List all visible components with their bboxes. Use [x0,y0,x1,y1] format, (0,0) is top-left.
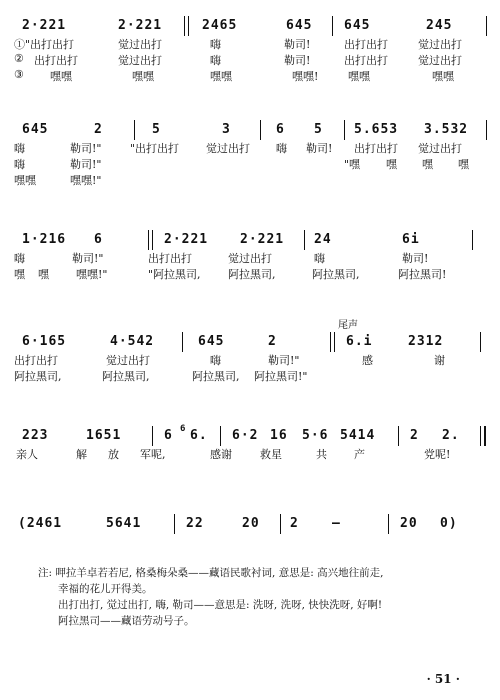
note-group: 20 [242,516,260,531]
score-system-3 [14,228,488,282]
lyric-line-2 [14,266,488,282]
note-group: 5·6 [302,428,329,443]
lyric: 嘿嘿 [132,70,154,83]
lyric: 嗨 [276,142,287,155]
lyric-line-1 [14,352,488,368]
lyric: 嗨 [14,158,25,171]
lyric: 共 [316,448,327,461]
note-group: 5.653 [354,122,399,137]
barline [332,16,333,36]
lyric: 阿拉黑司! [398,268,447,281]
lyric-line-1 [14,446,488,462]
note-group: 2 [410,428,419,443]
barline [220,426,221,446]
note-group: 5641 [106,516,142,531]
lyric: 勒司! [284,54,311,67]
footnote-line: 注: 呷拉羊卓若若尼, 格桑梅朵桑——藏语民歌衬词, 意思是: 高兴地往前走, [38,567,384,579]
note-group: 6·165 [22,334,67,349]
lyric: 嘿嘿!" [76,268,108,281]
lyric: 出打出打 [34,54,78,67]
barline [480,426,481,446]
note-group: 5414 [340,428,376,443]
note-group: 20 [400,516,418,531]
lyric: 觉过出打 [118,54,162,67]
lyric: 感 [362,354,373,367]
lyric: 阿拉黑司, [102,370,150,383]
barline [486,120,487,140]
lyric-line-3 [14,68,488,84]
lyric: 阿拉黑司, [14,370,62,383]
lyric: 嘿 [458,158,469,171]
double-barline [330,332,335,352]
barline [148,230,149,250]
lyric: 救星 [260,448,282,461]
lyric: 嗨 [210,54,221,67]
lyric: 出打出打 [14,354,58,367]
note-group: 6 [94,232,103,247]
lyric: ② [14,52,24,65]
lyric: 勒司!" [70,158,102,171]
note-group: 6. [190,428,208,443]
lyric: 嘿 [14,268,25,281]
note-group: 245 [426,18,453,33]
note-group: 1651 [86,428,122,443]
barline [152,426,153,446]
footnote-line: 阿拉黑司——藏语劳动号子。 [58,615,195,627]
note-group: 223 [22,428,49,443]
lyric: 嘿嘿 [14,174,36,187]
note-group: 6i [402,232,420,247]
lyric: 勒司! [306,142,333,155]
lyric-line-1 [14,140,488,156]
note-group: 2 [94,122,103,137]
footnote [38,565,488,629]
score-system-6 [14,512,488,534]
lyric: "阿拉黑司, [148,268,201,281]
note-group: 6·2 [232,428,259,443]
lyric: 觉过出打 [228,252,272,265]
lyric: 觉过出打 [418,142,462,155]
lyric-line-2 [14,52,488,68]
lyric: 觉过出打 [206,142,250,155]
lyric: ③ [14,68,24,81]
final-barline [484,426,486,446]
note-group: 645 [22,122,49,137]
lyric: 嘿嘿 [432,70,454,83]
lyric: 阿拉黑司, [192,370,240,383]
note-group: 0) [440,516,458,531]
note-group: 645 [286,18,313,33]
lyric: 觉过出打 [418,54,462,67]
note-group: 2465 [202,18,238,33]
lyric: 嘿 [386,158,397,171]
lyric: 勒司! [284,38,311,51]
lyric: 勒司! [402,252,429,265]
grace-note: 6 [180,424,187,434]
lyric: ①"出打出打 [14,38,75,51]
page-number: · 51 · [426,672,460,686]
lyric: 产 [354,448,365,461]
lyric: 出打出打 [354,142,398,155]
lyric: 阿拉黑司!" [254,370,308,383]
lyric: 嘿嘿! [292,70,319,83]
lyric: 阿拉黑司, [312,268,360,281]
lyric: 嗨 [210,354,221,367]
barline [486,16,487,36]
barline [280,514,281,534]
lyric: 觉过出打 [118,38,162,51]
note-group: 2·221 [22,18,67,33]
lyric-line-3 [14,172,488,188]
lyric-line-1 [14,36,488,52]
note-group: 3.532 [424,122,469,137]
barline [344,120,345,140]
coda-label: 尾声 [338,320,358,331]
lyric: 嗨 [210,38,221,51]
note-group: 22 [186,516,204,531]
lyric-line-1 [14,250,488,266]
note-group: 16 [270,428,288,443]
note-group: 2312 [408,334,444,349]
note-group: 2 [290,516,299,531]
lyric: 阿拉黑司, [228,268,276,281]
lyric: 嘿嘿 [210,70,232,83]
lyric: 放 [108,448,119,461]
lyric: 嗨 [314,252,325,265]
barline [182,332,183,352]
lyric: 军呢, [140,448,166,461]
barline [152,230,153,250]
note-group: 5 [152,122,161,137]
note-group: 2·221 [164,232,209,247]
score-system-1 [14,14,488,84]
lyric-line-2 [14,156,488,172]
lyric: 解 [76,448,87,461]
lyric: 党呢! [424,448,451,461]
lyric: "出打出打 [130,142,180,155]
note-group: 6 [276,122,285,137]
lyric: 出打出打 [148,252,192,265]
barline [260,120,261,140]
lyric: 感谢 [210,448,232,461]
lyric: 勒司!" [70,142,102,155]
lyric: "嘿 [344,158,361,171]
note-group: 2·221 [240,232,285,247]
note-group: — [332,516,341,531]
barline [480,332,481,352]
note-group: 2. [442,428,460,443]
barline [398,426,399,446]
score-system-5 [14,424,488,462]
footnote-line: 出打出打, 觉过出打, 嗨, 勒司——意思是: 洗呀, 洗呀, 快快洗呀, 好啊! [58,599,383,611]
lyric: 谢 [434,354,445,367]
lyric: 勒司!" [268,354,300,367]
lyric: 嗨 [14,142,25,155]
lyric: 嘿 [38,268,49,281]
lyric: 嘿嘿 [348,70,370,83]
lyric: 嘿嘿!" [70,174,102,187]
lyric-line-2 [14,368,488,384]
note-group: 3 [222,122,231,137]
lyric: 勒司!" [72,252,104,265]
barline [472,230,473,250]
footnote-line: 幸福的花儿开得美。 [58,583,153,595]
lyric: 嗨 [14,252,25,265]
barline [174,514,175,534]
barline [304,230,305,250]
note-group: 4·542 [110,334,155,349]
score-system-2 [14,118,488,188]
note-group: 6 [164,428,173,443]
note-group: 645 [344,18,371,33]
note-group: 2 [268,334,277,349]
barline [134,120,135,140]
score-system-4 [14,320,488,384]
lyric: 嘿 [422,158,433,171]
note-group: 1·216 [22,232,67,247]
lyric: 出打出打 [344,54,388,67]
lyric: 出打出打 [344,38,388,51]
note-group: 2·221 [118,18,163,33]
note-group: 645 [198,334,225,349]
lyric: 觉过出打 [418,38,462,51]
barline [188,16,189,36]
barline [388,514,389,534]
note-group: 24 [314,232,332,247]
lyric: 嘿嘿 [50,70,72,83]
barline [184,16,185,36]
note-group: 5 [314,122,323,137]
lyric: 觉过出打 [106,354,150,367]
note-group: (2461 [18,516,63,531]
lyric: 亲人 [16,448,38,461]
note-group: 6.i [346,334,373,349]
